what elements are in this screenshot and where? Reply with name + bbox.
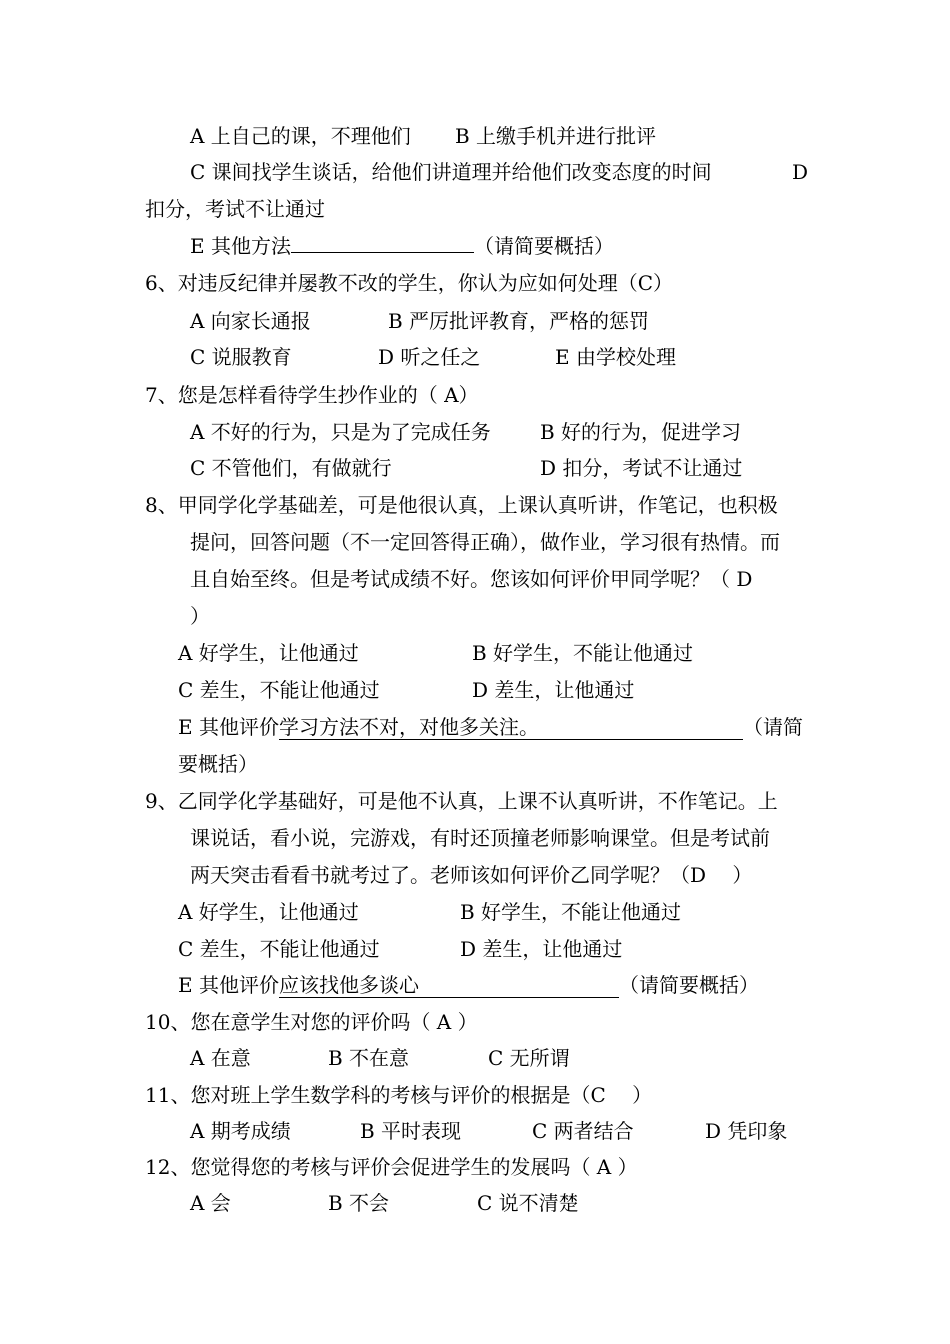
q12-option-c: C 说不清楚 — [477, 1191, 579, 1215]
q12-option-a: A 会 — [190, 1191, 231, 1215]
q6-option-a: A 向家长通报 — [190, 309, 311, 333]
q8-question-line-3: 且自始至终。但是考试成绩不好。您该如何评价甲同学呢？（ D — [190, 567, 753, 591]
q9-option-b: B 好学生，不能让他通过 — [460, 900, 682, 924]
q7-option-a: A 不好的行为，只是为了完成任务 — [190, 420, 491, 444]
q7-option-c: C 不管他们，有做就行 — [190, 456, 392, 480]
q9-question-line-2: 课说话，看小说，完游戏，有时还顶撞老师影响课堂。但是考试前 — [190, 826, 770, 850]
q5-option-a: A 上自己的课，不理他们 — [190, 124, 411, 148]
q12-option-b: B 不会 — [328, 1191, 390, 1215]
q11-option-a: A 期考成绩 — [190, 1119, 291, 1143]
q10-option-c: C 无所谓 — [488, 1046, 570, 1070]
q5-option-b: B 上缴手机并进行批评 — [455, 124, 657, 148]
q5-option-d-letter: D — [792, 160, 809, 184]
q8-option-e-hint-cont: 要概括） — [178, 752, 258, 776]
q8-question-line-2: 提问，回答问题（不一定回答得正确），做作业，学习很有热情。而 — [190, 530, 780, 554]
q7-option-d: D 扣分，考试不让通过 — [540, 456, 743, 480]
q9-option-d: D 差生，让他通过 — [460, 937, 623, 961]
q8-option-e — [178, 712, 803, 742]
q9-option-a: A 好学生，让他通过 — [178, 900, 359, 924]
q8-option-b: B 好学生，不能让他通过 — [472, 641, 694, 665]
q10-question: 10、您在意学生对您的评价吗（ A ） — [145, 1010, 478, 1034]
q7-question: 7、您是怎样看待学生抄作业的（ A） — [145, 383, 479, 407]
q8-option-d: D 差生，让他通过 — [472, 678, 635, 702]
q9-question-line-1: 9、乙同学化学基础好，可是他不认真，上课不认真听讲，不作笔记。上 — [145, 789, 778, 813]
q5-option-c: C 课间找学生谈话，给他们讲道理并给他们改变态度的时间 — [190, 160, 712, 184]
q5-option-d-text: 扣分，考试不让通过 — [145, 197, 325, 221]
q9-option-e-answer: 应该找他多谈心 — [279, 973, 619, 998]
q5-option-e-blank — [291, 252, 474, 253]
q11-question: 11、您对班上学生数学科的考核与评价的根据是（C ） — [145, 1083, 653, 1107]
q6-option-d: D 听之任之 — [378, 345, 481, 369]
q8-option-e-answer: 学习方法不对，对他多关注。 — [279, 715, 743, 740]
q5-option-e-hint: （请简要概括） — [473, 234, 614, 258]
q9-option-c: C 差生，不能让他通过 — [178, 937, 380, 961]
q8-question-line-1: 8、甲同学化学基础差，可是他很认真，上课认真听讲，作笔记，也积极 — [145, 493, 778, 517]
q8-option-e-label: E 其他评价 — [178, 715, 279, 739]
q7-option-b: B 好的行为，促进学习 — [540, 420, 742, 444]
q9-question-line-3: 两天突击看看书就考过了。老师该如何评价乙同学呢？（D ） — [190, 863, 753, 887]
q6-option-c: C 说服教育 — [190, 345, 292, 369]
q6-question: 6、对违反纪律并屡教不改的学生，你认为应如何处理（C） — [145, 271, 674, 295]
q6-option-b: B 严厉批评教育，严格的惩罚 — [388, 309, 650, 333]
q8-option-c: C 差生，不能让他通过 — [178, 678, 380, 702]
q10-option-b: B 不在意 — [328, 1046, 410, 1070]
q9-option-e-hint: （请简要概括） — [618, 973, 759, 997]
q9-option-e — [178, 970, 759, 1000]
q8-option-a: A 好学生，让他通过 — [178, 641, 359, 665]
q9-option-e-label: E 其他评价 — [178, 973, 279, 997]
q5-option-e-label: E 其他方法 — [190, 234, 291, 258]
q10-option-a: A 在意 — [190, 1046, 251, 1070]
q11-option-d: D 凭印象 — [705, 1119, 788, 1143]
q11-option-b: B 平时表现 — [360, 1119, 462, 1143]
q8-question-line-4: ） — [190, 604, 210, 628]
q12-question: 12、您觉得您的考核与评价会促进学生的发展吗（ A ） — [145, 1155, 638, 1179]
q5-option-e — [190, 231, 614, 261]
q6-option-e: E 由学校处理 — [555, 345, 676, 369]
q8-option-e-hint: （请简 — [742, 715, 803, 739]
q11-option-c: C 两者结合 — [532, 1119, 634, 1143]
